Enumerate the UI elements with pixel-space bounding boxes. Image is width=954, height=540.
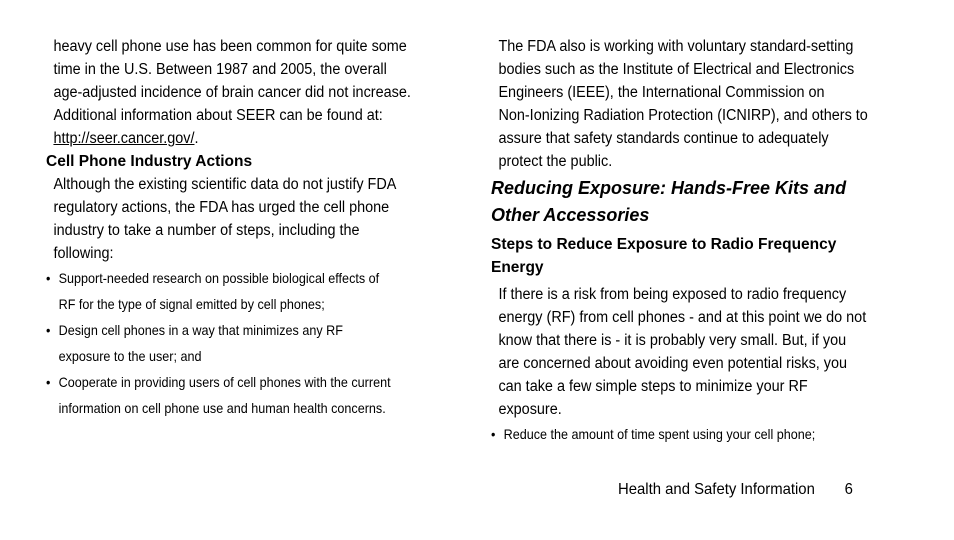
bullet-line: Cooperate in providing users of cell phones with the current [58,374,391,390]
text-line: following: [53,245,114,262]
list-item [46,369,459,421]
title-line: Other Accessories [491,205,650,225]
text-line: bodies such as the Institute of Electrical and Electronics [498,61,855,78]
footer-section-title: Health and Safety Information [618,481,815,498]
industry-bullet-list [46,265,456,421]
bullet-icon: • [491,426,496,442]
text-line: assure that safety standards continue to adequately [498,130,829,147]
text-line: Engineers (IEEE), the International Commission on [498,84,825,101]
text-line: Non-Ionizing Radiation Protection (ICNIRP), and others to [498,107,868,124]
list-item [491,421,904,447]
heading-line: Steps to Reduce Exposure to Radio Frequency [491,236,837,253]
steps-bullet-list [491,421,901,447]
text-line: If there is a risk from being exposed to radio frequency [498,286,847,303]
title-line: Reducing Exposure: Hands-Free Kits and [491,178,847,198]
bullet-line: Reduce the amount of time spent using your cell phone; [503,426,816,442]
list-item [46,317,459,369]
text-line: time in the U.S. Between 1987 and 2005, the overall [53,61,387,78]
text-line: are concerned about avoiding even potential risks, you [498,355,848,372]
text-line: energy (RF) from cell phones - and at this point we do not [498,309,867,326]
text-line: The FDA also is working with voluntary standard-setting [498,38,854,55]
page-number: 6 [844,481,853,498]
bullet-icon: • [46,322,51,338]
text-line: protect the public. [498,153,613,170]
bullet-icon: • [46,270,51,286]
text-line: Although the existing scientific data do not justify FDA [53,176,397,193]
text-line: industry to take a number of steps, including the [53,222,360,239]
link-suffix: . [194,130,199,147]
bullet-line: Design cell phones in a way that minimizes any RF [58,322,343,338]
seer-link[interactable]: http://seer.cancer.gov/ [53,130,195,147]
text-line: heavy cell phone use has been common for quite some [53,38,407,55]
text-line: age-adjusted incidence of brain cancer did not increase. [53,84,411,101]
bullet-line: exposure to the user; and [58,348,202,364]
section-title [491,175,901,229]
text-line: regulatory actions, the FDA has urged the cell phone [53,199,390,216]
left-column [46,35,456,421]
fda-paragraph [491,35,910,173]
page-footer [618,479,853,501]
text-line: know that there is - it is probably very small. But, if you [498,332,847,349]
industry-paragraph [46,173,465,265]
seer-paragraph [46,35,465,150]
text-line: Additional information about SEER can be found at: [53,107,383,124]
text-line: can take a few simple steps to minimize your RF [498,378,808,395]
industry-actions-heading: Cell Phone Industry Actions [46,153,253,170]
list-item [46,265,459,317]
text-line [53,127,465,150]
text-line: exposure. [498,401,562,418]
bullet-line: information on cell phone use and human health concerns. [58,400,386,416]
steps-heading [491,233,901,279]
bullet-line: RF for the type of signal emitted by cell phones; [58,296,325,312]
bullet-icon: • [46,374,51,390]
right-column [491,35,901,447]
bullet-line: Support-needed research on possible biological effects of [58,270,380,286]
heading-line: Energy [491,259,544,276]
risk-paragraph [491,283,910,421]
